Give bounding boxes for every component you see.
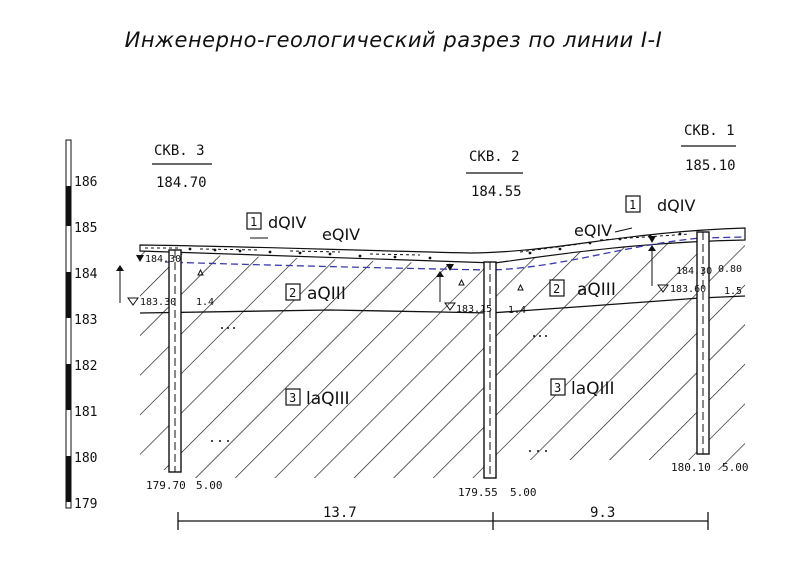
borehole-elevation: 184.70 xyxy=(156,175,207,191)
water-stable-label: 183.30 xyxy=(140,297,177,308)
borehole-elevation: 185.10 xyxy=(685,158,736,174)
distance-dimension xyxy=(178,505,708,530)
svg-text:1: 1 xyxy=(250,215,258,229)
scale-label: 180 xyxy=(74,451,98,466)
borehole-name: СКВ. 1 xyxy=(684,123,735,139)
svg-text:1: 1 xyxy=(629,198,637,212)
layer-index: laQIII xyxy=(571,379,615,399)
layer-index: dQIV xyxy=(268,213,307,232)
distance-label: 13.7 xyxy=(323,505,357,521)
layer-index: aQIII xyxy=(577,280,616,300)
scale-label: 182 xyxy=(74,359,98,374)
scale-label: 179 xyxy=(74,497,98,512)
bottom-elevation: 179.70 xyxy=(146,479,186,492)
contact-depth-label: 0.80 xyxy=(718,264,743,275)
contact-depth-label: 1.4 xyxy=(508,305,527,316)
layer-index: dQIV xyxy=(657,196,696,215)
scale-label: 184 xyxy=(74,267,98,282)
scale-label: 181 xyxy=(74,405,98,420)
contact-depth-label: 1.5 xyxy=(724,286,743,297)
water-stable-label: 183.15 xyxy=(456,304,493,315)
water-level-label: 184.30 xyxy=(145,254,182,265)
bottom-elevation: 180.10 xyxy=(671,461,711,474)
borehole-name: СКВ. 3 xyxy=(154,143,205,159)
borehole-2-column xyxy=(484,262,496,478)
svg-text:2: 2 xyxy=(553,282,561,296)
layer-3-fill xyxy=(130,290,750,485)
borehole-depth: 5.00 xyxy=(510,486,537,499)
layer-index: aQIII xyxy=(307,284,346,304)
svg-text:2: 2 xyxy=(289,286,297,300)
svg-text:3: 3 xyxy=(289,391,297,405)
borehole-1-header xyxy=(681,123,736,174)
water-stable-label: 183.60 xyxy=(670,284,707,295)
layer-index: laQIII xyxy=(306,389,350,409)
svg-text:3: 3 xyxy=(554,381,562,395)
water-level-label: 184.30 xyxy=(676,266,713,277)
layer-index: eQIV xyxy=(322,225,361,244)
borehole-2-header xyxy=(466,149,523,200)
layer-index: eQIV xyxy=(574,221,613,240)
scale-label: 183 xyxy=(74,313,98,328)
layer-1-label-left xyxy=(247,213,360,244)
borehole-depth: 5.00 xyxy=(196,479,223,492)
borehole-elevation: 184.55 xyxy=(471,184,522,200)
scale-label: 185 xyxy=(74,221,98,236)
contact-depth-label: 1.4 xyxy=(196,297,215,308)
borehole-3-column xyxy=(169,250,181,472)
borehole-3-header xyxy=(152,143,212,191)
borehole-name: СКВ. 2 xyxy=(469,149,520,165)
borehole-depth: 5.00 xyxy=(722,461,749,474)
scale-label: 186 xyxy=(74,175,98,190)
bottom-elevation: 179.55 xyxy=(458,486,498,499)
section-title: Инженерно-геологический разрез по линии I-I xyxy=(124,28,663,52)
elevation-scale xyxy=(66,140,98,512)
distance-label: 9.3 xyxy=(590,505,616,521)
